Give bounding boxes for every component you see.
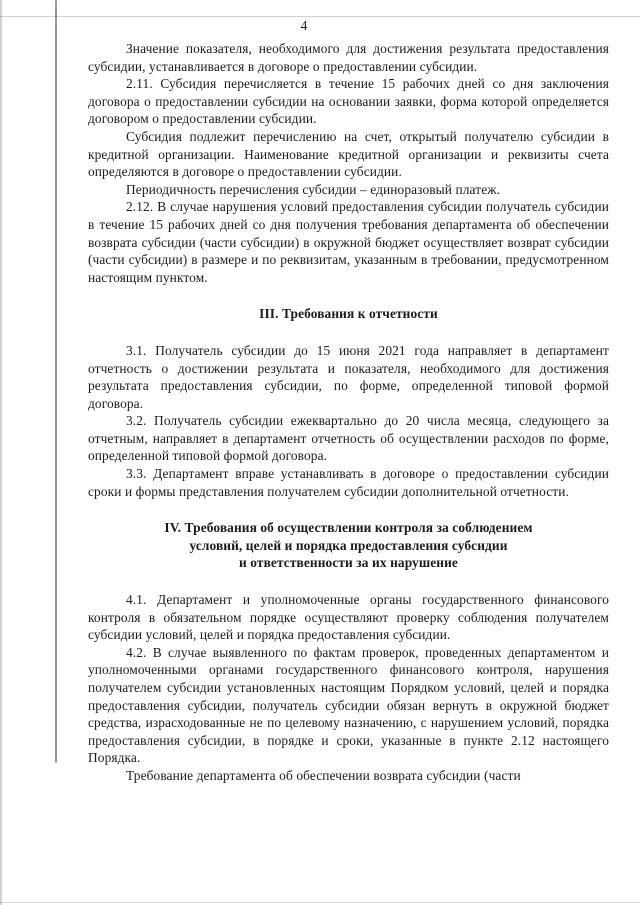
scan-edge-left: [0, 0, 2, 905]
scan-line-bottom: [0, 902, 640, 903]
paragraph-4-1: 4.1. Департамент и уполномоченные органы государственного финансового контроля в обязательном порядке осуществляют проверку соблюдения получателем субсидии условий, целей и порядка предоставления субсидии.: [88, 592, 609, 643]
section-heading-4-line: и ответственности за их нарушение: [239, 555, 458, 571]
paragraph-3-1: 3.1. Получатель субсидии до 15 июня 2021 года направляет в департамент отчетность о достижении результата и показателя, необходимого для достижения результата предоставления субсидии, по форме, определенной типовой формой договора.: [88, 342, 609, 411]
paragraph: Субсидия подлежит перечислению на счет, открытый получателю субсидии в кредитной организации. Наименование кредитной организации и реквизиты счета определяются в договоре о предоставлении субсидии.: [88, 128, 609, 180]
paragraph-2-11: 2.11. Субсидия перечисляется в течение 15 рабочих дней со дня заключения договора о предоставлении субсидии на основании заявки, форма которой определяется договором о предоставлении субсидии.: [88, 76, 609, 127]
section-heading-4: [88, 519, 609, 572]
page-number: 4: [300, 18, 308, 33]
paragraph: Значение показателя, необходимого для достижения результата предоставления субсидии, устанавливается в договоре о предоставлении субсидии.: [88, 41, 609, 74]
section-heading-4-line: условий, целей и порядка предоставления субсидии: [189, 537, 508, 553]
paragraph: Требование департамента об обеспечении возврата субсидии (части: [126, 767, 521, 783]
section-heading-3: III. Требования к отчетности: [259, 306, 438, 322]
paragraph-3-2: 3.2. Получатель субсидии ежеквартально до 20 числа месяца, следующего за отчетным, направляет в департамент отчетность об осуществлении расходов по форме, определенной типовой формой договора.: [88, 413, 609, 464]
scan-line-top: [0, 16, 640, 17]
paragraph-2-12: 2.12. В случае нарушения условий предоставления субсидии получатель субсидии в течение 15 рабочих дней со дня получения требования департамента об обеспечении возврата субсидии (части субсидии) в окружной бюджет осуществляет возврат субсидии (части субсидии) в размере и по реквизитам, указанным в требовании, предусмотренном настоящим пунктом.: [88, 199, 609, 285]
scan-fold-line: [55, 0, 57, 763]
section-heading-4-line: IV. Требования об осуществлении контроля за соблюдением: [164, 520, 533, 536]
paragraph-3-3: 3.3. Департамент вправе устанавливать в договоре о предоставлении субсидии сроки и формы представления получателем субсидии дополнительной отчетности.: [88, 466, 609, 499]
paragraph-4-2: 4.2. В случае выявленного по фактам проверок, проведенных департаментом и уполномоченными органами государственного финансового контроля, нарушения получателем субсидии установленных настоящим Порядком условий, целей и порядка предоставления субсидии, получатель субсидии обязан вернуть в окружной бюджет средства, израсходованные не по целевому назначению, с нарушением условий, порядка предоставления субсидии, в порядке и сроки, указанные в пункте 2.12 настоящего Порядка.: [88, 644, 609, 766]
paragraph: Периодичность перечисления субсидии – единоразовый платеж.: [126, 181, 501, 197]
page-content: [88, 40, 609, 785]
